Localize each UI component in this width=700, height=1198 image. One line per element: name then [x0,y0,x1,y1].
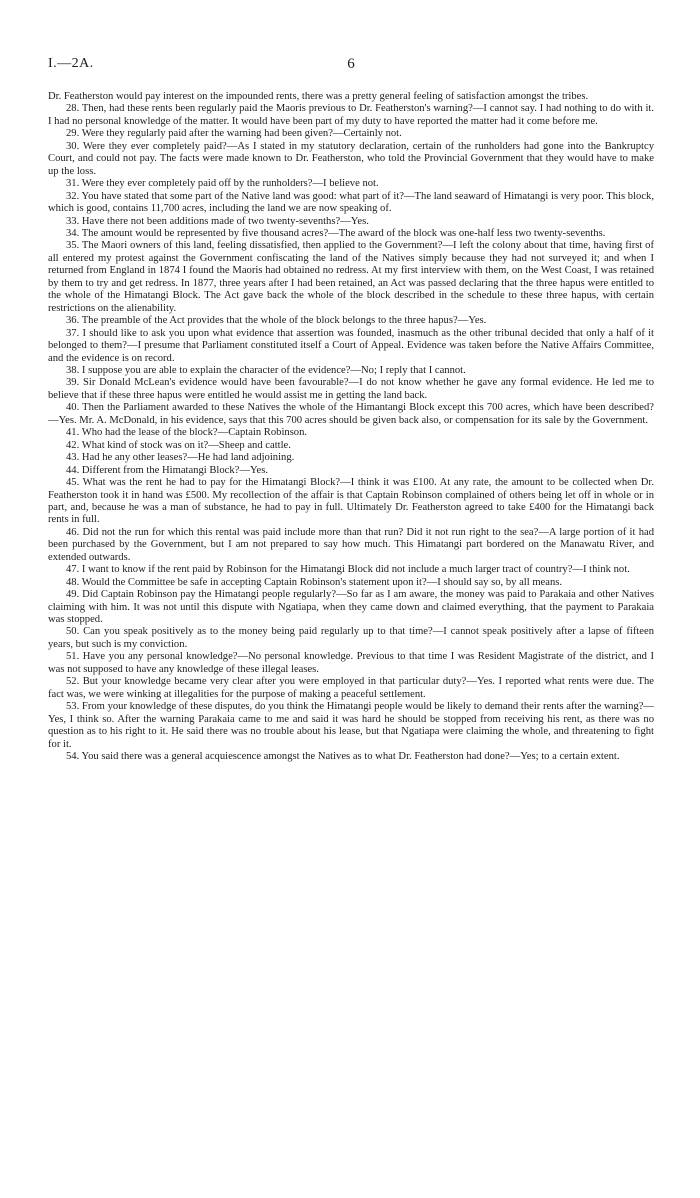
paragraph-35: 35. The Maori owners of this land, feeling dissatisfied, then applied to the Government?—I left the colony about that time, having first of all entered my protest against the Government confiscating the land of the Natives simply because they had not surveyed it; and when I returned from England in 1874 I found the Maoris had obtained no redress. At my first interview with them, on the West Coast, I was retained by them to try and get redress. In 1877, three years after I had been retained, an Act was passed declaring that the three hapus were entitled to the whole of the Himatangi Block. The Act gave back the whole of the block described in the schedule to these three hapus, with certain restrictions on the alienability. [48,240,654,314]
paragraph-46: 46. Did not the run for which this rental was paid include more than that run? Did it not run right to the sea?—A large portion of it had been purchased by the Government, but I am not prepared to say how much. This Himatangi part bordered on the Manawatu River, and extended outwards. [48,526,654,563]
paragraph-54: 54. You said there was a general acquiescence amongst the Natives as to what Dr. Featherston had done?—Yes; to a certain extent. [66,751,620,763]
paragraph-40: 40. Then the Parliament awarded to these Natives the whole of the Himantangi Block except this 700 acres, which have been described?—Yes. Mr. A. McDonald, in his evidence, says that this 700 acres should be given back also, or compensation for its sale by the Government. [48,402,654,426]
page-number: 6 [347,56,355,72]
paragraph-53: 53. From your knowledge of these disputes, do you think the Himatangi people would be likely to demand their rents after the warning?—Yes, I think so. After the warning Parakaia came to me and said it was hard he should be stopped from receiving his rent, as there was no question as to his right to it. He said there was no trouble about his lease, but that Ngatiapa were claiming the whole, and threatening to fight for it. [48,701,654,750]
paragraph-31: 31. Were they ever completely paid off by the runholders?—I believe not. [66,178,379,190]
paragraph-41: 41. Who had the lease of the block?—Captain Robinson. [66,427,308,439]
paragraph-36: 36. The preamble of the Act provides that the whole of the block belongs to the three hapus?—Yes. [66,315,487,327]
paragraph-43: 43. Had he any other leases?—He had land adjoining. [66,452,295,464]
paragraph-48: 48. Would the Committee be safe in accepting Captain Robinson's statement upon it?—I should say so, by all means. [66,576,563,588]
paragraph-47: 47. I want to know if the rent paid by Robinson for the Himatangi Block did not include a much larger tract of country?—I think not. [66,564,630,576]
paragraph-44: 44. Different from the Himatangi Block?—Yes. [66,464,269,476]
document-reference: I.—2A. [48,56,94,71]
paragraph-28: 28. Then, had these rents been regularly paid the Maoris previous to Dr. Featherston's warning?—I cannot say. I had nothing to do with it. I had no personal knowledge of the matter. It would have been part of my duty to have reported the matter had it come before me. [48,103,654,127]
paragraph-34: 34. The amount would be represented by five thousand acres?—The award of the block was one-half less two twenty-sevenths. [66,227,606,239]
page-header [48,58,654,78]
paragraph-39: 39. Sir Donald McLean's evidence would have been favourable?—I do not know whether he gave any formal evidence. He led me to believe that if these three hapus were entitled he would assist me in getting the land back. [48,377,654,401]
paragraph-38: 38. I suppose you are able to explain the character of the evidence?—No; I reply that I cannot. [66,364,466,376]
paragraph-32: 32. You have stated that some part of the Native land was good: what part of it?—The land seaward of Himatangi is very poor. This block, which is good, contains 11,700 acres, including the land we are now speaking of. [48,190,654,215]
paragraph-50: 50. Can you speak positively as to the money being paid regularly up to that time?—I cannot speak positively after a lapse of fifteen years, but such is my conviction. [48,626,654,650]
paragraph-51: 51. Have you any personal knowledge?—No personal knowledge. Previous to that time I was Resident Magistrate of the district, and I was not supposed to have any knowledge of these illegal leases. [48,651,654,675]
paragraph-49: 49. Did Captain Robinson pay the Himatangi people regularly?—So far as I am aware, the money was paid to Parakaia and other Natives claiming with him. It was not until this dispute with Ngatiapa, when they came down and claimed everything, that the payment to Parakaia was stopped. [48,589,654,626]
paragraph-52: 52. But your knowledge became very clear after you were employed in that particular duty?—Yes. I reported what rents were due. The fact was, we were winking at illegalities for the purpose of making a peaceful settlement. [48,676,654,700]
paragraph-33: 33. Have there not been additions made of two twenty-sevenths?—Yes. [66,215,369,227]
paragraph-42: 42. What kind of stock was on it?—Sheep and cattle. [66,439,291,451]
opening-paragraph: Dr. Featherston would pay interest on the impounded rents, there was a pretty general feeling of satisfaction amongst the tribes. [48,91,589,102]
paragraph-29: 29. Were they regularly paid after the warning had been given?—Certainly not. [66,128,402,140]
paragraph-45: 45. What was the rent he had to pay for the Himatangi Block?—I think it was £100. At any rate, the amount to be collected when Dr. Featherston took it in hand was £500. My recollection of the affair is that Captain Robinson complained of others being let off in whole or in part, and, because he was a man of substance, he had to pay in full. Ultimately Dr. Featherston agreed to take £400 for the Himatangi back rents in full. [48,477,654,526]
document-body [48,91,654,763]
paragraph-30: 30. Were they ever completely paid?—As I stated in my statutory declaration, certain of the runholders had gone into the Bankruptcy Court, and could not pay. The facts were made known to Dr. Featherston, who told the Provincial Government that they would have to make up the loss. [48,140,654,177]
paragraph-37: 37. I should like to ask you upon what evidence that assertion was founded, inasmuch as the other tribunal decided that only a half of it belonged to them?—I presume that Parliament constituted itself a Court of Appeal. Evidence was taken before the Native Affairs Committee, and the evidence is on record. [48,327,654,364]
